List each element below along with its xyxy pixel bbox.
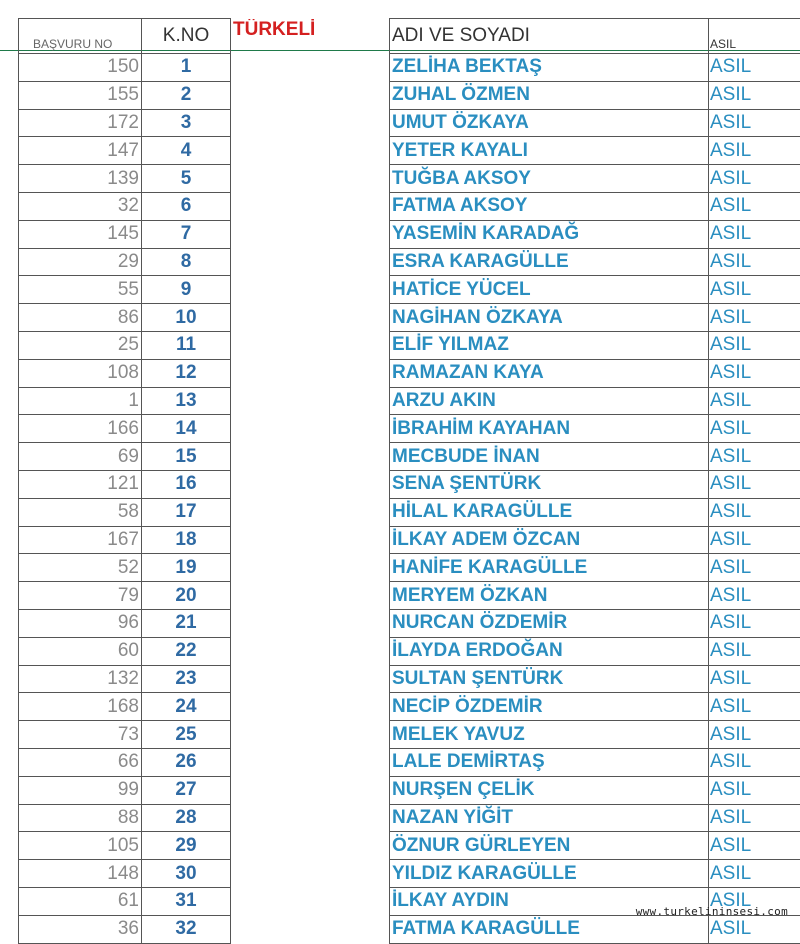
site-watermark: www.turkelininsesi.com <box>636 905 788 918</box>
table-row <box>19 276 800 304</box>
status-cell: ASIL <box>709 887 800 915</box>
application-no-cell: 58 <box>19 498 142 526</box>
kno-cell: 7 <box>142 220 231 248</box>
status-cell: ASIL <box>709 554 800 582</box>
status-cell: ASIL <box>709 832 800 860</box>
status-cell: ASIL <box>709 693 800 721</box>
kno-cell: 13 <box>142 387 231 415</box>
table-row <box>19 498 800 526</box>
full-name-cell: YETER KAYALI <box>390 137 709 165</box>
status-cell: ASIL <box>709 165 800 193</box>
full-name-cell: NAZAN YİĞİT <box>390 804 709 832</box>
kno-cell: 32 <box>142 915 231 943</box>
kno-cell: 20 <box>142 582 231 610</box>
application-no-cell: 172 <box>19 109 142 137</box>
full-name-cell: ARZU AKIN <box>390 387 709 415</box>
kno-cell: 23 <box>142 665 231 693</box>
full-name-cell: HATİCE YÜCEL <box>390 276 709 304</box>
application-no-cell: 32 <box>19 192 142 220</box>
application-no-cell: 52 <box>19 554 142 582</box>
status-cell: ASIL <box>709 915 800 943</box>
application-no-cell: 60 <box>19 637 142 665</box>
status-cell: ASIL <box>709 776 800 804</box>
kno-cell: 4 <box>142 137 231 165</box>
location-cell <box>231 165 390 193</box>
application-no-cell: 61 <box>19 887 142 915</box>
full-name-cell: RAMAZAN KAYA <box>390 359 709 387</box>
location-cell <box>231 248 390 276</box>
kno-cell: 29 <box>142 832 231 860</box>
location-cell <box>231 915 390 943</box>
location-cell <box>231 359 390 387</box>
application-no-cell: 148 <box>19 860 142 888</box>
full-name-cell: NAGİHAN ÖZKAYA <box>390 304 709 332</box>
header-kno: K.NO <box>142 19 231 54</box>
application-no-cell: 145 <box>19 220 142 248</box>
location-cell <box>231 498 390 526</box>
full-name-cell: ZUHAL ÖZMEN <box>390 81 709 109</box>
status-cell: ASIL <box>709 415 800 443</box>
location-cell <box>231 887 390 915</box>
kno-cell: 24 <box>142 693 231 721</box>
application-no-cell: 79 <box>19 582 142 610</box>
table-row <box>19 915 800 943</box>
location-cell <box>231 137 390 165</box>
full-name-cell: İBRAHİM KAYAHAN <box>390 415 709 443</box>
table-row <box>19 665 800 693</box>
location-cell <box>231 582 390 610</box>
status-cell: ASIL <box>709 804 800 832</box>
table-row <box>19 804 800 832</box>
full-name-cell: ESRA KARAGÜLLE <box>390 248 709 276</box>
kno-cell: 14 <box>142 415 231 443</box>
location-cell <box>231 693 390 721</box>
application-no-cell: 155 <box>19 81 142 109</box>
table-row <box>19 748 800 776</box>
location-cell <box>231 832 390 860</box>
application-no-cell: 166 <box>19 415 142 443</box>
application-no-cell: 69 <box>19 443 142 471</box>
full-name-cell: ÖZNUR GÜRLEYEN <box>390 832 709 860</box>
full-name-cell: SULTAN ŞENTÜRK <box>390 665 709 693</box>
application-no-cell: 147 <box>19 137 142 165</box>
full-name-cell: NURCAN ÖZDEMİR <box>390 609 709 637</box>
application-no-cell: 167 <box>19 526 142 554</box>
full-name-cell: UMUT ÖZKAYA <box>390 109 709 137</box>
kno-cell: 5 <box>142 165 231 193</box>
location-cell <box>231 54 390 82</box>
application-no-cell: 86 <box>19 304 142 332</box>
full-name-cell: MERYEM ÖZKAN <box>390 582 709 610</box>
application-no-cell: 99 <box>19 776 142 804</box>
location-cell <box>231 721 390 749</box>
table-row <box>19 721 800 749</box>
kno-cell: 18 <box>142 526 231 554</box>
kno-cell: 16 <box>142 470 231 498</box>
kno-cell: 2 <box>142 81 231 109</box>
status-cell: ASIL <box>709 498 800 526</box>
status-cell: ASIL <box>709 81 800 109</box>
application-no-cell: 66 <box>19 748 142 776</box>
location-cell <box>231 804 390 832</box>
header-status: ASIL <box>709 19 800 54</box>
kno-cell: 26 <box>142 748 231 776</box>
kno-cell: 31 <box>142 887 231 915</box>
status-cell: ASIL <box>709 665 800 693</box>
location-cell <box>231 665 390 693</box>
kno-cell: 22 <box>142 637 231 665</box>
kno-cell: 1 <box>142 54 231 82</box>
status-cell: ASIL <box>709 54 800 82</box>
table-row <box>19 415 800 443</box>
header-full-name: ADI VE SOYADI <box>390 19 709 54</box>
location-cell <box>231 331 390 359</box>
location-cell <box>231 443 390 471</box>
table-row <box>19 693 800 721</box>
application-no-cell: 96 <box>19 609 142 637</box>
application-no-cell: 108 <box>19 359 142 387</box>
status-cell: ASIL <box>709 359 800 387</box>
table-row <box>19 637 800 665</box>
table-row <box>19 860 800 888</box>
status-cell: ASIL <box>709 331 800 359</box>
location-cell <box>231 637 390 665</box>
location-cell <box>231 860 390 888</box>
results-table <box>18 18 800 944</box>
location-cell <box>231 109 390 137</box>
kno-cell: 21 <box>142 609 231 637</box>
kno-cell: 17 <box>142 498 231 526</box>
application-no-cell: 25 <box>19 331 142 359</box>
kno-cell: 6 <box>142 192 231 220</box>
table-row <box>19 54 800 82</box>
location-cell <box>231 554 390 582</box>
status-cell: ASIL <box>709 276 800 304</box>
status-cell: ASIL <box>709 387 800 415</box>
application-no-cell: 168 <box>19 693 142 721</box>
status-cell: ASIL <box>709 609 800 637</box>
table-row <box>19 359 800 387</box>
table-header-row <box>19 19 800 54</box>
location-cell <box>231 776 390 804</box>
status-cell: ASIL <box>709 248 800 276</box>
full-name-cell: LALE DEMİRTAŞ <box>390 748 709 776</box>
table-row <box>19 192 800 220</box>
full-name-cell: FATMA KARAGÜLLE <box>390 915 709 943</box>
table-row <box>19 582 800 610</box>
full-name-cell: MECBUDE İNAN <box>390 443 709 471</box>
table-row <box>19 387 800 415</box>
status-cell: ASIL <box>709 748 800 776</box>
location-cell <box>231 276 390 304</box>
full-name-cell: HANİFE KARAGÜLLE <box>390 554 709 582</box>
table-row <box>19 137 800 165</box>
status-cell: ASIL <box>709 220 800 248</box>
application-no-cell: 55 <box>19 276 142 304</box>
kno-cell: 15 <box>142 443 231 471</box>
status-cell: ASIL <box>709 109 800 137</box>
kno-cell: 25 <box>142 721 231 749</box>
application-no-cell: 88 <box>19 804 142 832</box>
application-no-cell: 132 <box>19 665 142 693</box>
kno-cell: 3 <box>142 109 231 137</box>
status-cell: ASIL <box>709 721 800 749</box>
location-cell <box>231 470 390 498</box>
application-no-cell: 29 <box>19 248 142 276</box>
table-row <box>19 776 800 804</box>
table-row <box>19 554 800 582</box>
kno-cell: 27 <box>142 776 231 804</box>
application-no-cell: 139 <box>19 165 142 193</box>
header-location: TÜRKELİ <box>231 19 390 54</box>
status-cell: ASIL <box>709 192 800 220</box>
table-row <box>19 443 800 471</box>
location-cell <box>231 220 390 248</box>
application-no-cell: 73 <box>19 721 142 749</box>
full-name-cell: MELEK YAVUZ <box>390 721 709 749</box>
table-row <box>19 109 800 137</box>
table-row <box>19 81 800 109</box>
application-no-cell: 1 <box>19 387 142 415</box>
full-name-cell: NECİP ÖZDEMİR <box>390 693 709 721</box>
kno-cell: 9 <box>142 276 231 304</box>
full-name-cell: NURŞEN ÇELİK <box>390 776 709 804</box>
status-cell: ASIL <box>709 470 800 498</box>
location-cell <box>231 192 390 220</box>
kno-cell: 19 <box>142 554 231 582</box>
full-name-cell: ZELİHA BEKTAŞ <box>390 54 709 82</box>
status-cell: ASIL <box>709 443 800 471</box>
kno-cell: 11 <box>142 331 231 359</box>
status-cell: ASIL <box>709 137 800 165</box>
kno-cell: 28 <box>142 804 231 832</box>
table-row <box>19 331 800 359</box>
application-no-cell: 150 <box>19 54 142 82</box>
table-row <box>19 526 800 554</box>
table-row <box>19 470 800 498</box>
full-name-cell: İLAYDA ERDOĞAN <box>390 637 709 665</box>
kno-cell: 12 <box>142 359 231 387</box>
location-cell <box>231 748 390 776</box>
location-cell <box>231 304 390 332</box>
location-cell <box>231 387 390 415</box>
application-no-cell: 121 <box>19 470 142 498</box>
full-name-cell: İLKAY ADEM ÖZCAN <box>390 526 709 554</box>
location-cell <box>231 609 390 637</box>
table-row <box>19 248 800 276</box>
table-row <box>19 165 800 193</box>
status-cell: ASIL <box>709 582 800 610</box>
status-cell: ASIL <box>709 637 800 665</box>
table-row <box>19 832 800 860</box>
table-row <box>19 220 800 248</box>
location-cell <box>231 526 390 554</box>
full-name-cell: HİLAL KARAGÜLLE <box>390 498 709 526</box>
full-name-cell: FATMA AKSOY <box>390 192 709 220</box>
full-name-cell: YASEMİN KARADAĞ <box>390 220 709 248</box>
table-row <box>19 609 800 637</box>
table-row <box>19 304 800 332</box>
status-cell: ASIL <box>709 860 800 888</box>
application-no-cell: 105 <box>19 832 142 860</box>
status-cell: ASIL <box>709 526 800 554</box>
location-cell <box>231 415 390 443</box>
kno-cell: 30 <box>142 860 231 888</box>
status-cell: ASIL <box>709 304 800 332</box>
full-name-cell: TUĞBA AKSOY <box>390 165 709 193</box>
location-cell <box>231 81 390 109</box>
kno-cell: 10 <box>142 304 231 332</box>
header-application-no: BAŞVURU NO <box>19 19 142 54</box>
full-name-cell: SENA ŞENTÜRK <box>390 470 709 498</box>
full-name-cell: YILDIZ KARAGÜLLE <box>390 860 709 888</box>
full-name-cell: İLKAY AYDIN <box>390 887 709 915</box>
kno-cell: 8 <box>142 248 231 276</box>
full-name-cell: ELİF YILMAZ <box>390 331 709 359</box>
application-no-cell: 36 <box>19 915 142 943</box>
